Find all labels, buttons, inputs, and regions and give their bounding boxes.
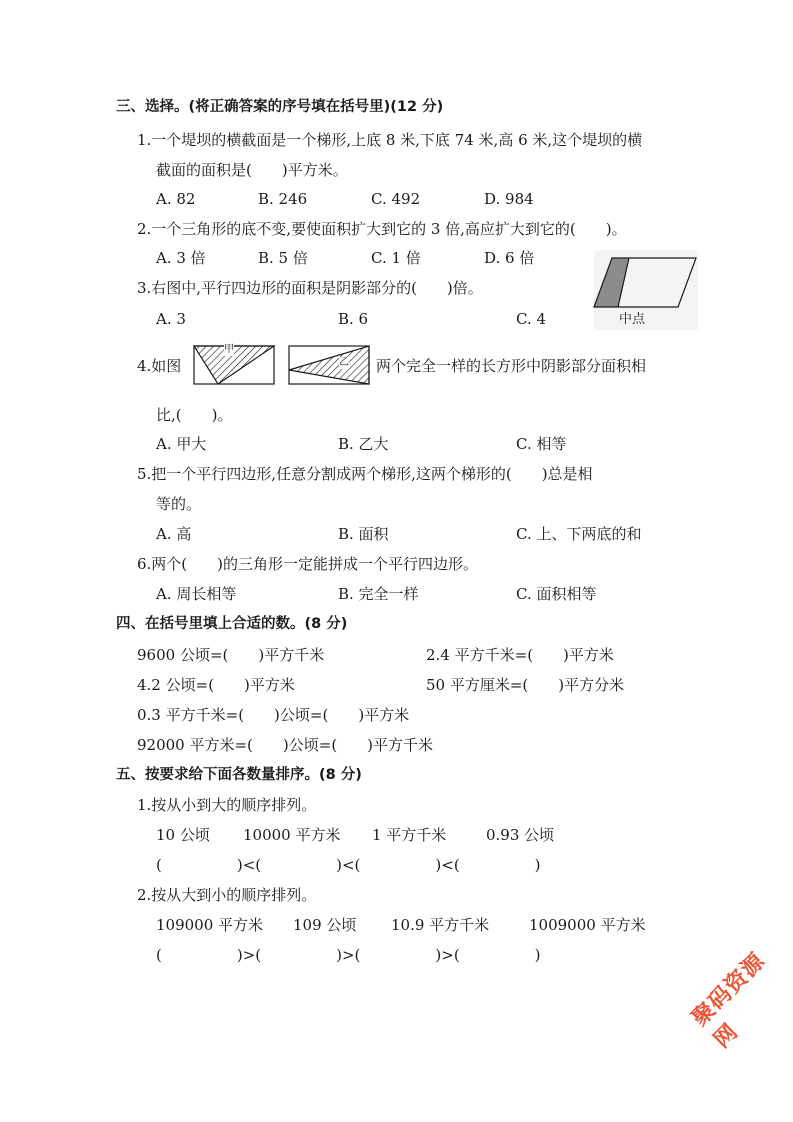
q3-midpoint-label: 中点 bbox=[619, 312, 646, 327]
q4-line1-suffix: 两个完全一样的长方形中阴影部分面积相 bbox=[376, 357, 647, 375]
q2-option-b: B. 5 倍 bbox=[258, 249, 308, 267]
s4-row2-right: 50 平方厘米=( )平方分米 bbox=[426, 676, 625, 694]
s5-q2-item-1: 109000 平方米 bbox=[156, 916, 264, 934]
q1-option-c: C. 492 bbox=[371, 190, 421, 208]
q4-line2: 比,( )。 bbox=[156, 406, 233, 424]
s5-q1-item-4: 0.93 公顷 bbox=[486, 826, 555, 844]
q2-option-a: A. 3 倍 bbox=[156, 249, 206, 267]
section-3-title: 三、选择。(将正确答案的序号填在括号里)(12 分) bbox=[116, 99, 444, 115]
q3-line1: 3.右图中,平行四边形的面积是阴影部分的( )倍。 bbox=[137, 279, 483, 297]
section-4-title: 四、在括号里填上合适的数。(8 分) bbox=[116, 616, 348, 632]
s5-q2-item-4: 1009000 平方米 bbox=[529, 916, 646, 934]
q3-parallelogram-figure bbox=[594, 250, 698, 330]
s5-q2-item-2: 109 公顷 bbox=[293, 916, 357, 934]
section-5-title: 五、按要求给下面各数量排序。(8 分) bbox=[116, 767, 362, 783]
s5-q1-blanks: ( )<( )<( )<( ) bbox=[156, 856, 541, 874]
s4-row4: 92000 平方米=( )公顷=( )平方千米 bbox=[137, 736, 434, 754]
q1-line1: 1.一个堤坝的横截面是一个梯形,上底 8 米,下底 74 米,高 6 米,这个堤坝的横 bbox=[137, 131, 643, 149]
s4-row1-left: 9600 公顷=( )平方千米 bbox=[137, 646, 325, 664]
q5-option-b: B. 面积 bbox=[338, 525, 389, 543]
q5-option-a: A. 高 bbox=[156, 525, 192, 543]
q5-option-c: C. 上、下两底的和 bbox=[516, 525, 642, 543]
s4-row3: 0.3 平方千米=( )公顷=( )平方米 bbox=[137, 706, 410, 724]
q3-option-a: A. 3 bbox=[156, 310, 186, 328]
q6-option-b: B. 完全一样 bbox=[338, 585, 419, 603]
q3-option-b: B. 6 bbox=[338, 310, 369, 328]
q6-line1: 6.两个( )的三角形一定能拼成一个平行四边形。 bbox=[137, 555, 479, 573]
q6-option-a: A. 周长相等 bbox=[156, 585, 237, 603]
watermark-logo: 聚码资源网 bbox=[687, 948, 771, 1054]
q4-option-b: B. 乙大 bbox=[338, 435, 389, 453]
q1-option-a: A. 82 bbox=[156, 190, 196, 208]
q3-option-c: C. 4 bbox=[516, 310, 547, 328]
q4-option-a: A. 甲大 bbox=[156, 435, 207, 453]
s5-q1-line1: 1.按从小到大的顺序排列。 bbox=[137, 796, 317, 814]
q1-option-d: D. 984 bbox=[484, 190, 534, 208]
s5-q2-line1: 2.按从大到小的顺序排列。 bbox=[137, 886, 317, 904]
s4-row2-left: 4.2 公顷=( )平方米 bbox=[137, 676, 295, 694]
q2-line1: 2.一个三角形的底不变,要使面积扩大到它的 3 倍,高应扩大到它的( )。 bbox=[137, 220, 627, 238]
q4-rectangle-yi-figure bbox=[288, 345, 370, 385]
s5-q1-item-2: 10000 平方米 bbox=[243, 826, 341, 844]
q1-option-b: B. 246 bbox=[258, 190, 308, 208]
s5-q2-blanks: ( )>( )>( )>( ) bbox=[156, 946, 541, 964]
q4-label-jia: 甲 bbox=[224, 344, 234, 355]
s5-q1-item-1: 10 公顷 bbox=[156, 826, 210, 844]
q4-option-c: C. 相等 bbox=[516, 435, 567, 453]
q4-rectangle-jia-figure bbox=[193, 345, 275, 385]
s5-q1-item-3: 1 平方千米 bbox=[372, 826, 447, 844]
q4-label-yi: 乙 bbox=[339, 357, 349, 368]
q2-option-d: D. 6 倍 bbox=[484, 249, 535, 267]
q5-line1: 5.把一个平行四边形,任意分割成两个梯形,这两个梯形的( )总是相 bbox=[137, 465, 593, 483]
s4-row1-right: 2.4 平方千米=( )平方米 bbox=[426, 646, 614, 664]
q5-line2: 等的。 bbox=[156, 495, 202, 513]
q1-line2: 截面的面积是( )平方米。 bbox=[156, 161, 348, 179]
q2-option-c: C. 1 倍 bbox=[371, 249, 421, 267]
q4-line1-prefix: 4.如图 bbox=[137, 357, 182, 375]
q6-option-c: C. 面积相等 bbox=[516, 585, 597, 603]
s5-q2-item-3: 10.9 平方千米 bbox=[391, 916, 490, 934]
